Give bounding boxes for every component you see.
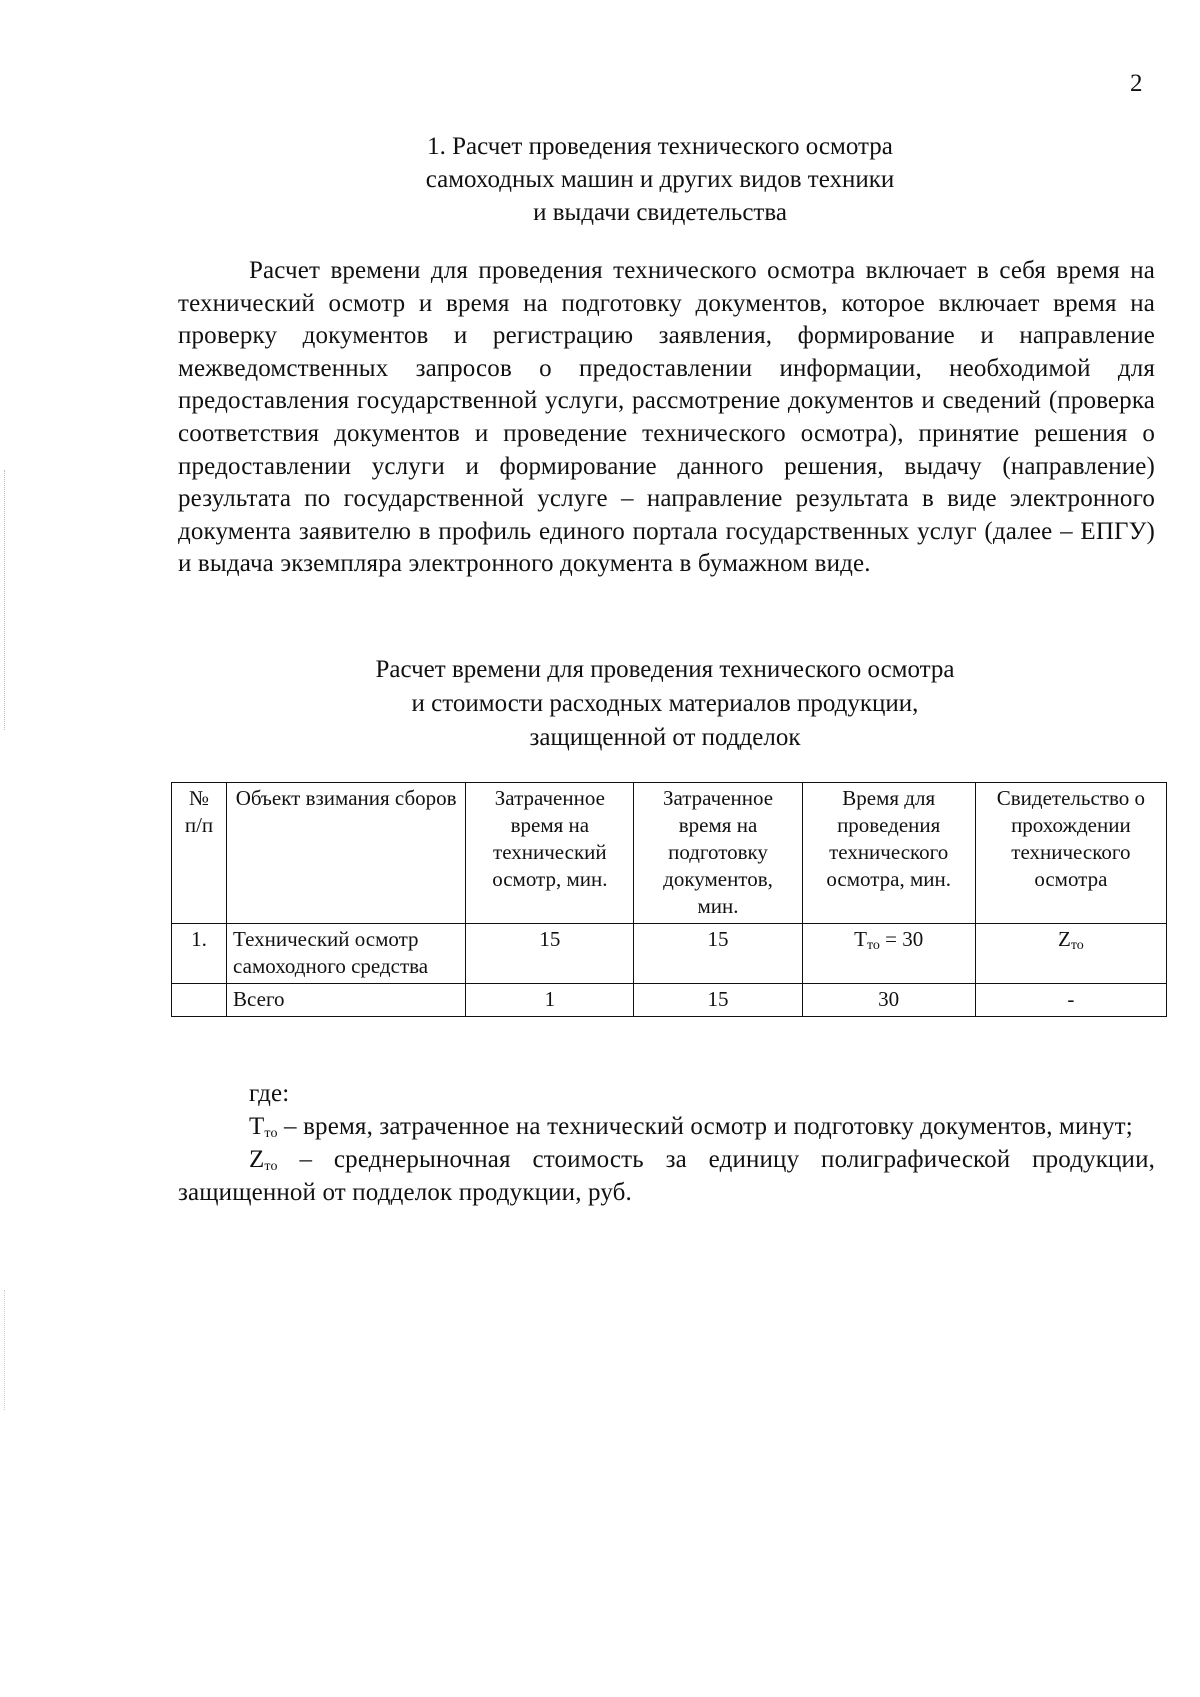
note-t-subscript: то (264, 1126, 278, 1141)
body-paragraph: Расчет времени для проведения технического осмотра включает в себя время на технический осмотр и время на подготовку документов, которое включает время на проверку документов и регистрацию заявления, формирование и направление межведомственных запросов о предоставлении информации, необходимой для предоставления государственной услуги, рассмотрение документов и сведений (проверка соответствия документов и проведение технического осмотра), принятие решения о предоставлении услуги и формирование данного решения, выдачу (направление) результата по государственной услуге – направление результата в виде электронного документа заявителю в профиль единого портала государственных услуг (далее – ЕПГУ) и выдача экземпляра электронного документа в бумажном виде. (178, 257, 1155, 578)
cell-no (172, 984, 227, 1017)
z-symbol: Z (1058, 927, 1071, 951)
note-z-symbol: Z (249, 1146, 265, 1173)
t-symbol: T (854, 927, 867, 951)
notes-where: где: (249, 1080, 290, 1107)
note-z-text: – среднерыночная стоимость за единицу полиграфической продукции, защищенной от подделок продукции, руб. (178, 1146, 1155, 1206)
header-object: Объект взимания сборов (227, 783, 466, 924)
cell-inspection-time: 15 (466, 924, 634, 984)
cell-object: Всего (227, 984, 466, 1017)
section-title-line: и выдачи свидетельства (533, 199, 787, 226)
note-z-subscript: то (264, 1159, 278, 1174)
table-total-row (172, 984, 1167, 1017)
section-title (250, 130, 1070, 229)
cell-no: 1. (172, 924, 227, 984)
cell-object: Технический осмотр самоходного средства (227, 924, 466, 984)
cell-docs-time: 15 (634, 984, 802, 1017)
header-total-time: Время для проведения технического осмотра, мин. (802, 783, 975, 924)
page-number: 2 (1130, 70, 1143, 97)
table-title-line: Расчет времени для проведения технического осмотра (375, 656, 955, 683)
header-docs-time: Затраченное время на подготовку документов, мин. (634, 783, 802, 924)
header-certificate: Свидетельство о прохождении технического осмотра (975, 783, 1166, 924)
cell-inspection-time: 1 (466, 984, 634, 1017)
note-t-symbol: T (249, 1113, 265, 1140)
t-value: = 30 (879, 927, 924, 951)
header-inspection-time: Затраченное время на технический осмотр, мин. (466, 783, 634, 924)
note-t-text: – время, затраченное на технический осмотр и подготовку документов, минут; (277, 1113, 1133, 1140)
table-title (190, 653, 1140, 755)
table-row (172, 924, 1167, 984)
section-title-line: самоходных машин и других видов техники (425, 166, 895, 193)
note-t (178, 1110, 1155, 1143)
header-no: № п/п (172, 783, 227, 924)
table-title-line: и стоимости расходных материалов продукции, (411, 690, 919, 717)
cell-certificate (975, 924, 1166, 984)
scan-margin-marks (4, 1290, 8, 1410)
section-title-line: 1. Расчет проведения технического осмотра (427, 133, 893, 160)
table-header-row (172, 783, 1167, 924)
cell-certificate: - (975, 984, 1166, 1017)
notes-block (178, 1077, 1155, 1209)
scan-margin-marks (4, 470, 8, 730)
table-title-line: защищенной от подделок (529, 724, 801, 751)
note-z (178, 1143, 1155, 1209)
t-subscript: то (866, 938, 880, 953)
cell-docs-time: 15 (634, 924, 802, 984)
z-subscript: то (1070, 938, 1084, 953)
cell-total-time: 30 (802, 984, 975, 1017)
cell-total-time (802, 924, 975, 984)
calculation-table (171, 782, 1167, 1017)
